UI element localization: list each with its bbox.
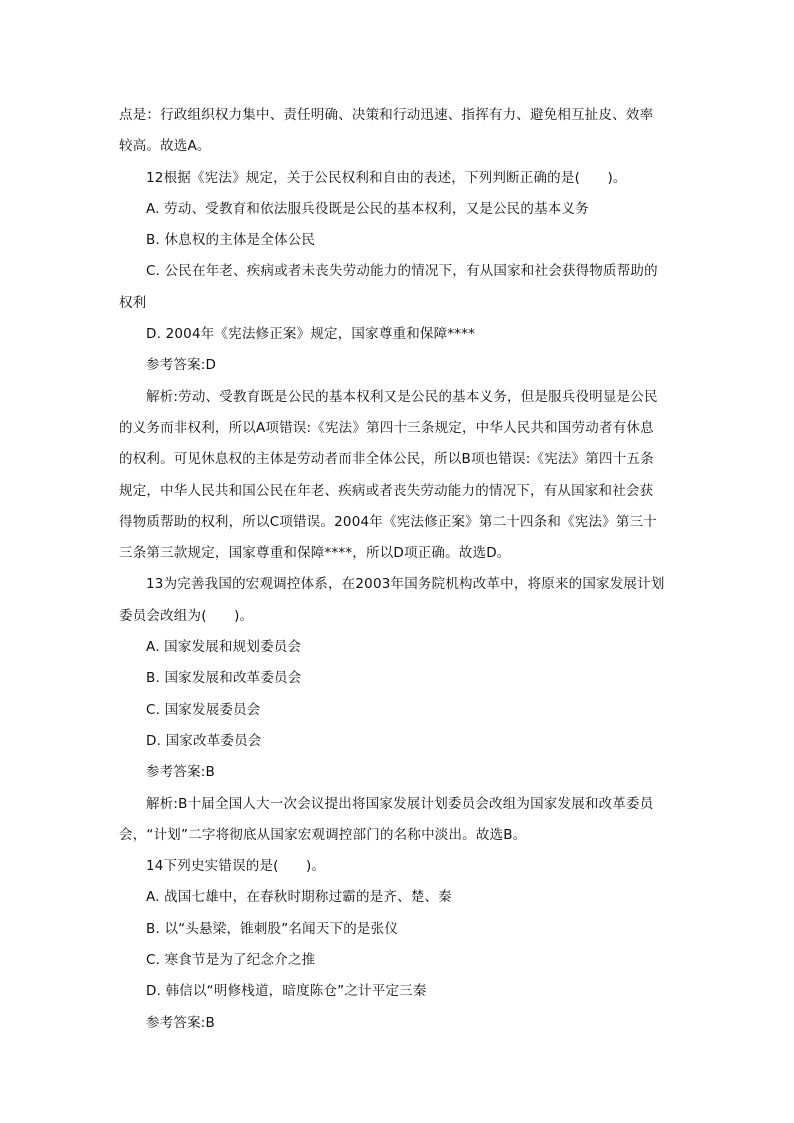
text-line: 解析:劳动、受教育既是公民的基本权利又是公民的基本义务，但是服兵役明显是公民 [146, 388, 658, 405]
text-line: 解析:B十届全国人大一次会议提出将国家发展计划委员会改组为国家发展和改革委员 [146, 795, 654, 812]
text-line: A. 劳动、受教育和依法服兵役既是公民的基本权利，又是公民的基本义务 [146, 200, 589, 217]
text-line: 点是：行政组织权力集中、责任明确、决策和行动迅速、指挥有力、避免相互扯皮、效率 [119, 107, 654, 123]
text-line: B. 以“头悬梁，锥刺股”名闻天下的是张仪 [146, 920, 399, 937]
text-line: C. 国家发展委员会 [146, 701, 261, 718]
text-line: 13为完善我国的宏观调控体系，在2003年国务院机构改革中，将原来的国家发展计划 [146, 576, 665, 593]
text-line: 12根据《宪法》规定，关于公民权利和自由的表述，下列判断正确的是( )。 [146, 169, 627, 186]
document-body [119, 100, 675, 1039]
text-line: 得物质帮助的权利，所以C项错误。2004年《宪法修正案》第二十四条和《宪法》第三十 [119, 513, 657, 530]
text-line: 的权利。可见休息权的主体是劳动者而非全体公民，所以B项也错误:《宪法》第四十五条 [119, 451, 654, 468]
text-line: 三条第三款规定，国家尊重和保障****，所以D项正确。故选D。 [119, 545, 511, 562]
text-line: 14下列史实错误的是( )。 [146, 858, 326, 875]
text-line: D. 国家改革委员会 [146, 732, 262, 749]
text-line: 较高。故选A。 [119, 138, 211, 155]
text-line: 会，“计划”二字将彻底从国家宏观调控部门的名称中淡出。故选B。 [119, 826, 527, 843]
text-line: A. 国家发展和规划委员会 [146, 639, 302, 656]
text-line: B. 国家发展和改革委员会 [146, 670, 302, 687]
text-line: D. 2004年《宪法修正案》规定，国家尊重和保障**** [146, 326, 476, 343]
text-line: 参考答案:B [146, 764, 216, 781]
text-line: 委员会改组为( )。 [119, 607, 254, 624]
text-line: C. 寒食节是为了纪念介之推 [146, 952, 316, 969]
text-line: 参考答案:D [146, 357, 217, 374]
text-line: B. 休息权的主体是全体公民 [146, 232, 316, 249]
text-line: 规定，中华人民共和国公民在年老、疾病或者丧失劳动能力的情况下，有从国家和社会获 [119, 482, 654, 499]
text-line: 权利 [119, 294, 147, 311]
text-line: C. 公民在年老、疾病或者未丧失劳动能力的情况下，有从国家和社会获得物质帮助的 [146, 263, 658, 280]
text-line: 的义务而非权利，所以A项错误:《宪法》第四十三条规定，中华人民共和国劳动者有休息 [119, 419, 654, 436]
text-line: 参考答案:B [146, 1014, 216, 1031]
text-line: A. 战国七雄中，在春秋时期称过霸的是齐、楚、秦 [146, 889, 452, 906]
text-line: D. 韩信以“明修栈道，暗度陈仓”之计平定三秦 [146, 983, 427, 1000]
